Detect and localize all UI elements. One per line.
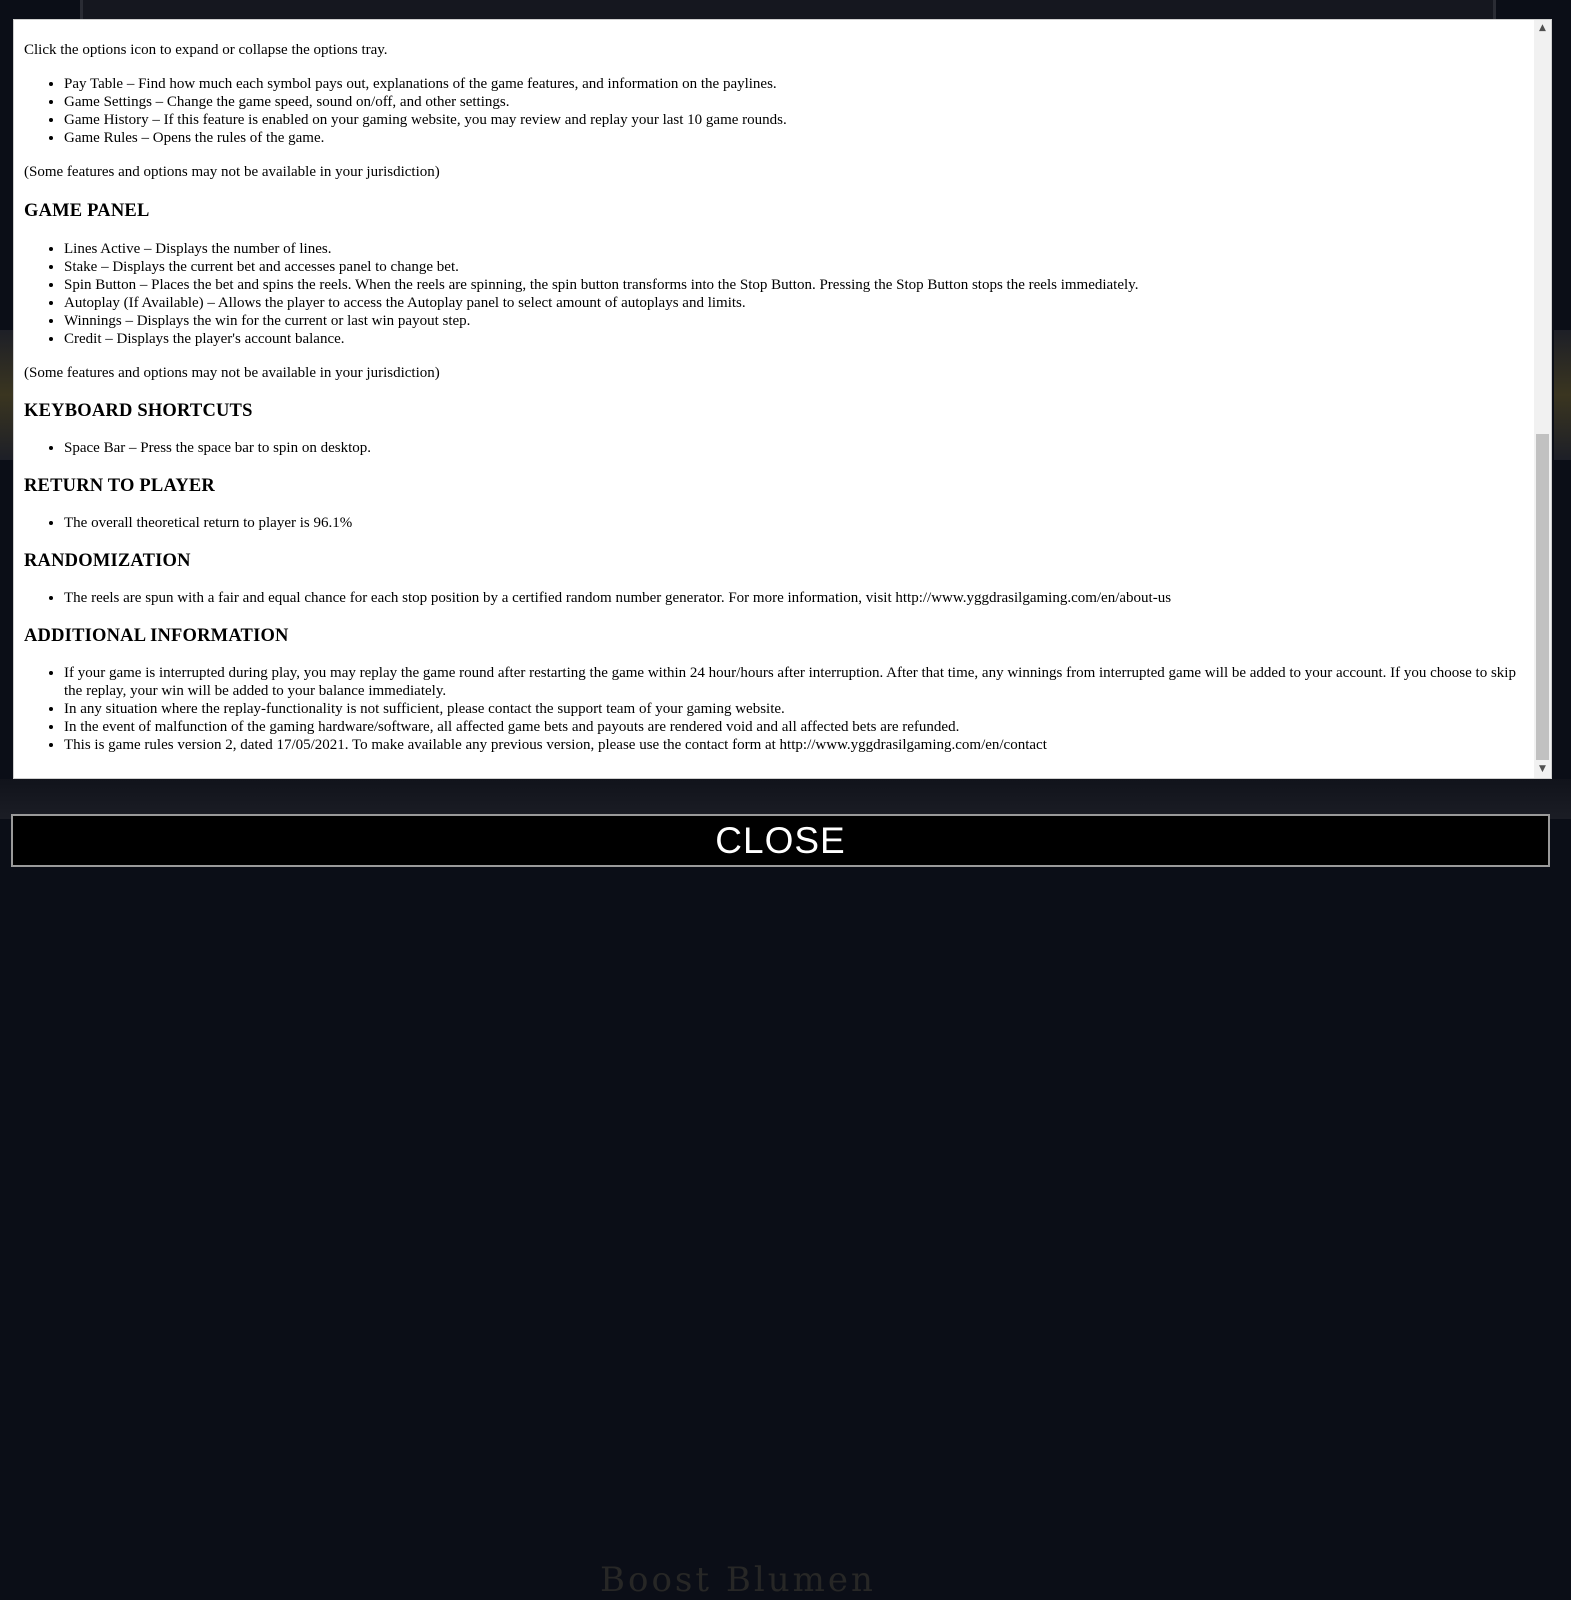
section-heading-game-panel: GAME PANEL bbox=[24, 201, 150, 221]
list-item: • Winnings – Displays the win for the current or last win payout step. bbox=[64, 312, 1534, 330]
game-rules-content bbox=[24, 20, 1534, 754]
list-item: • Credit – Displays the player's account balance. bbox=[64, 330, 1534, 348]
vertical-scrollbar[interactable] bbox=[1534, 20, 1551, 778]
list-item: • Autoplay (If Available) – Allows the player to access the Autoplay panel to select amount of autoplays and limits. bbox=[64, 294, 1534, 312]
list-item: • In the event of malfunction of the gaming hardware/software, all affected game bets and payouts are rendered void and all affected bets are refunded. bbox=[64, 718, 1534, 736]
game-frame-top bbox=[80, 0, 1496, 20]
scrollbar-thumb[interactable] bbox=[1536, 434, 1549, 760]
game-frame-right bbox=[1554, 330, 1571, 460]
game-frame-left bbox=[0, 330, 13, 460]
game-panel-list bbox=[24, 240, 1534, 348]
additional-list bbox=[24, 664, 1534, 754]
game-logo: Boost Blumen bbox=[600, 1560, 876, 1600]
scroll-down-icon[interactable]: ▼ bbox=[1539, 764, 1546, 774]
close-button[interactable]: CLOSE bbox=[11, 814, 1550, 867]
list-item: • Game Settings – Change the game speed, sound on/off, and other settings. bbox=[64, 93, 1534, 111]
options-list bbox=[24, 75, 1534, 147]
list-item: • Stake – Displays the current bet and accesses panel to change bet. bbox=[64, 258, 1534, 276]
list-item: • Space Bar – Press the space bar to spin on desktop. bbox=[64, 439, 1534, 457]
list-item: • Pay Table – Find how much each symbol pays out, explanations of the game features, and information on the paylines. bbox=[64, 75, 1534, 93]
keyboard-list bbox=[24, 439, 1534, 457]
section-heading-additional-information: ADDITIONAL INFORMATION bbox=[24, 626, 289, 646]
list-item: • Lines Active – Displays the number of lines. bbox=[64, 240, 1534, 258]
section-heading-randomization: RANDOMIZATION bbox=[24, 551, 191, 571]
list-item: • Game History – If this feature is enabled on your gaming website, you may review and replay your last 10 game rounds. bbox=[64, 111, 1534, 129]
jurisdiction-note: (Some features and options may not be available in your jurisdiction) bbox=[24, 365, 440, 381]
game-background-strip bbox=[0, 867, 1571, 886]
list-item: • This is game rules version 2, dated 17/05/2021. To make available any previous version, please use the contact form at http://www.yggdrasilgaming.com/en/contact bbox=[64, 736, 1534, 754]
list-item: • The reels are spun with a fair and equal chance for each stop position by a certified random number generator. For more information, visit http://www.yggdrasilgaming.com/en/about-us bbox=[64, 589, 1534, 607]
list-item: • If your game is interrupted during play, you may replay the game round after restarting the game within 24 hour/hours after interruption. After that time, any winnings from interrupted game will be added to your account. If you choose to skip the replay, your win will be added to your balance immediately. bbox=[64, 664, 1534, 700]
list-item: • The overall theoretical return to player is 96.1% bbox=[64, 514, 1534, 532]
game-rules-panel[interactable] bbox=[13, 19, 1552, 779]
list-item: • Game Rules – Opens the rules of the game. bbox=[64, 129, 1534, 147]
list-item: • Spin Button – Places the bet and spins the reels. When the reels are spinning, the spin button transforms into the Stop Button. Pressing the Stop Button stops the reels immediately. bbox=[64, 276, 1534, 294]
list-item: • In any situation where the replay-functionality is not sufficient, please contact the support team of your gaming website. bbox=[64, 700, 1534, 718]
jurisdiction-note: (Some features and options may not be available in your jurisdiction) bbox=[24, 164, 440, 180]
section-heading-keyboard-shortcuts: KEYBOARD SHORTCUTS bbox=[24, 401, 253, 421]
rtp-list bbox=[24, 514, 1534, 532]
options-intro: Click the options icon to expand or collapse the options tray. bbox=[24, 42, 388, 58]
randomization-list bbox=[24, 589, 1534, 607]
scroll-up-icon[interactable]: ▲ bbox=[1539, 23, 1546, 33]
section-heading-return-to-player: RETURN TO PLAYER bbox=[24, 476, 215, 496]
